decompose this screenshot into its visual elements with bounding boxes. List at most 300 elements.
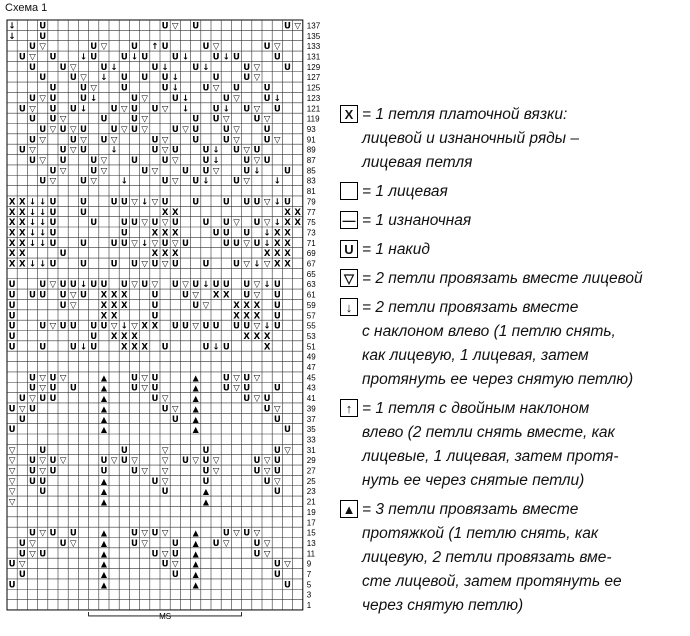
stitch-symbol: U <box>233 238 240 249</box>
stitch-symbol: U <box>222 342 230 353</box>
stitch-symbol: U <box>182 166 189 177</box>
stitch-symbol: ▽ <box>253 156 261 167</box>
stitch-symbol: ▽ <box>161 394 169 405</box>
stitch-symbol: U <box>29 404 36 415</box>
stitch-symbol: ▽ <box>233 218 240 229</box>
stitch-symbol: U <box>131 466 138 477</box>
stitch-symbol: U <box>233 145 240 156</box>
stitch-symbol: U <box>49 104 57 115</box>
stitch-symbol: ▽ <box>141 373 148 384</box>
stitch-symbol: ↓ <box>141 238 149 249</box>
stitch-symbol: U <box>18 104 26 115</box>
stitch-symbol: ▽ <box>39 466 46 477</box>
stitch-symbol: ▽ <box>253 62 261 73</box>
stitch-symbol: U <box>192 135 200 146</box>
stitch-symbol: ▽ <box>253 373 261 384</box>
row-label: 7 <box>306 570 312 580</box>
stitch-symbol: ↓ <box>39 238 47 249</box>
stitch-symbol: ▽ <box>172 176 179 187</box>
stitch-symbol: ▽ <box>274 42 281 53</box>
stitch-symbol: U <box>263 83 271 94</box>
stitch-symbol: ▽ <box>141 218 148 229</box>
row-label: 85 <box>306 166 316 176</box>
stitch-symbol: U <box>18 414 26 425</box>
stitch-symbol: ▽ <box>161 445 169 456</box>
stitch-symbol: ▽ <box>70 62 77 73</box>
stitch-symbol: U <box>222 218 230 229</box>
stitch-symbol: U <box>90 166 98 177</box>
stitch-symbol: U <box>39 549 47 560</box>
stitch-symbol: ↓ <box>90 93 98 104</box>
stitch-symbol: ▽ <box>131 280 138 291</box>
row-label: 91 <box>306 135 316 145</box>
stitch-symbol: U <box>171 259 179 270</box>
stitch-symbol: U <box>243 280 251 291</box>
stitch-symbol: U <box>80 93 87 104</box>
stitch-symbol: ▽ <box>192 456 199 467</box>
stitch-symbol: ▽ <box>243 238 250 249</box>
stitch-symbol: U <box>263 42 271 53</box>
row-label: 61 <box>306 290 316 300</box>
row-label: 1 <box>306 601 312 611</box>
stitch-symbol: U <box>171 280 179 291</box>
stitch-symbol: ▲ <box>192 559 199 569</box>
stitch-symbol: ▽ <box>233 124 240 135</box>
stitch-symbol: ↓ <box>28 218 37 229</box>
stitch-symbol: ↓ <box>28 197 37 208</box>
stitch-symbol: ↓ <box>130 52 139 63</box>
stitch-symbol: U <box>80 176 87 187</box>
stitch-symbol: ▽ <box>212 166 220 177</box>
stitch-symbol: X <box>151 321 159 332</box>
row-label: 131 <box>306 52 321 62</box>
stitch-symbol: U <box>171 93 179 104</box>
stitch-symbol: ▽ <box>8 476 16 487</box>
row-label: 27 <box>306 466 316 476</box>
stitch-symbol: U <box>243 73 251 84</box>
stitch-symbol: ▲ <box>100 549 107 559</box>
stitch-symbol: U <box>151 218 159 229</box>
stitch-symbol: ↓ <box>273 218 281 229</box>
stitch-symbol: ↓ <box>79 342 88 353</box>
stitch-symbol: X <box>284 238 291 249</box>
stitch-symbol: U <box>273 456 281 467</box>
stitch-symbol: ▽ <box>161 456 169 467</box>
stitch-symbol: U <box>69 104 77 115</box>
stitch-symbol: ▲ <box>100 570 107 580</box>
stitch-symbol: U <box>243 228 251 239</box>
stitch-symbol: ▲ <box>100 580 107 590</box>
stitch-symbol: U <box>151 373 159 384</box>
stitch-symbol: U <box>171 538 179 549</box>
stitch-symbol: U <box>69 528 77 539</box>
stitch-symbol: ▲ <box>100 528 107 538</box>
stitch-symbol: U <box>80 238 87 249</box>
stitch-symbol: U <box>39 21 47 32</box>
stitch-symbol: ↓ <box>100 73 108 84</box>
stitch-symbol: ↓ <box>181 104 190 115</box>
stitch-symbol: X <box>110 290 118 301</box>
stitch-symbol: U <box>120 218 128 229</box>
stitch-symbol: U <box>212 104 220 115</box>
stitch-symbol: U <box>131 383 138 394</box>
stitch-symbol: ▽ <box>80 73 87 84</box>
stitch-symbol: ▽ <box>110 456 118 467</box>
row-label: 17 <box>306 518 316 528</box>
stitch-symbol: U <box>151 394 159 405</box>
stitch-symbol: ↓ <box>39 207 47 218</box>
stitch-symbol: ↓ <box>181 93 190 104</box>
stitch-symbol: U <box>100 280 108 291</box>
stitch-symbol: ↓ <box>39 197 47 208</box>
stitch-symbol: ▽ <box>49 176 57 187</box>
stitch-symbol: U <box>273 559 281 570</box>
stitch-symbol: U <box>120 228 128 239</box>
stitch-symbol: ▽ <box>29 394 36 405</box>
stitch-symbol: U <box>161 176 169 187</box>
stitch-symbol: ▽ <box>70 124 77 135</box>
stitch-symbol: U <box>151 476 159 487</box>
stitch-symbol: U <box>59 300 67 311</box>
row-label: 11 <box>306 549 316 559</box>
stitch-symbol: X <box>212 290 220 301</box>
stitch-symbol: ↓ <box>273 176 281 187</box>
stitch-symbol: U <box>49 197 57 208</box>
stitch-symbol: ▽ <box>8 487 16 498</box>
stitch-symbol: U <box>222 383 230 394</box>
stitch-symbol: ▽ <box>141 124 148 135</box>
stitch-symbol: X <box>161 207 169 218</box>
stitch-symbol: ▽ <box>29 145 36 156</box>
row-label: 51 <box>306 342 316 352</box>
stitch-symbol: X <box>141 342 148 353</box>
stitch-symbol: ↓ <box>28 238 37 249</box>
stitch-symbol: ▽ <box>161 104 169 115</box>
stitch-symbol: ▽ <box>263 218 271 229</box>
stitch-symbol: ▽ <box>284 445 291 456</box>
stitch-symbol: U <box>80 290 87 301</box>
stitch-symbol: ▽ <box>284 559 291 570</box>
stitch-symbol: U <box>202 342 210 353</box>
stitch-symbol: U <box>243 528 251 539</box>
stitch-symbol: X <box>294 207 301 218</box>
legend-text: = 2 петли провязать вместе лицевой <box>362 270 643 287</box>
stitch-symbol: U <box>120 238 128 249</box>
row-label: 43 <box>306 383 316 393</box>
stitch-symbol: U <box>171 321 179 332</box>
stitch-symbol: U <box>131 259 138 270</box>
stitch-symbol: X <box>121 342 128 353</box>
stitch-symbol: ▽ <box>8 456 16 467</box>
stitch-symbol: U <box>49 228 57 239</box>
stitch-symbol: ▽ <box>151 197 159 208</box>
row-label: 39 <box>306 404 316 414</box>
stitch-symbol: ▲ <box>100 383 107 393</box>
stitch-symbol: U <box>273 445 281 456</box>
stitch-symbol: ▽ <box>182 124 189 135</box>
stitch-symbol: U <box>202 83 210 94</box>
stitch-symbol: U <box>151 383 159 394</box>
stitch-symbol: X <box>110 311 118 322</box>
stitch-symbol: U <box>273 321 281 332</box>
stitch-symbol: U <box>69 342 77 353</box>
stitch-symbol: ▽ <box>243 176 250 187</box>
stitch-symbol: U <box>141 52 149 63</box>
stitch-symbol: ▽ <box>161 218 169 229</box>
legend-item <box>340 180 690 204</box>
stitch-symbol: U <box>263 156 271 167</box>
stitch-symbol: U <box>161 342 169 353</box>
stitch-symbol: ▽ <box>263 259 271 270</box>
stitch-symbol: U <box>263 404 271 415</box>
stitch-symbol: ▽ <box>243 145 250 156</box>
stitch-symbol: ▽ <box>141 114 148 125</box>
stitch-symbol: ▽ <box>233 135 240 146</box>
repeat-label: MS <box>159 611 172 621</box>
stitch-symbol: U <box>18 52 26 63</box>
stitch-symbol: ↓ <box>263 321 271 332</box>
stitch-symbol: U <box>202 259 210 270</box>
stitch-symbol: U <box>243 166 251 177</box>
stitch-symbol: U <box>273 487 281 498</box>
stitch-symbol: ▽ <box>39 42 46 53</box>
row-label: 121 <box>306 104 321 114</box>
stitch-symbol: X <box>100 311 108 322</box>
stitch-symbol: U <box>90 331 98 342</box>
row-label: 65 <box>306 269 316 279</box>
stitch-symbol: X <box>294 218 301 229</box>
stitch-symbol: U <box>263 476 271 487</box>
stitch-symbol: X <box>8 197 16 208</box>
stitch-symbol: U <box>161 83 169 94</box>
stitch-symbol: ▽ <box>59 456 67 467</box>
stitch-symbol: U <box>29 42 36 53</box>
stitch-symbol: X <box>141 321 148 332</box>
stitch-symbol: X <box>121 290 128 301</box>
stitch-symbol: U <box>8 342 16 353</box>
stitch-symbol: U <box>120 456 128 467</box>
stitch-symbol: ▽ <box>29 538 36 549</box>
stitch-symbol: U <box>192 197 200 208</box>
stitch-symbol: ▽ <box>161 549 169 560</box>
stitch-symbol: X <box>100 300 108 311</box>
stitch-symbol: U <box>243 373 251 384</box>
stitch-symbol: U <box>39 487 47 498</box>
stitch-symbol: X <box>284 249 291 260</box>
stitch-symbol: ▽ <box>274 135 281 146</box>
stitch-symbol: U <box>182 290 189 301</box>
stitch-symbol: ▽ <box>121 124 128 135</box>
stitch-symbol: X <box>100 290 108 301</box>
stitch-symbol: U <box>131 93 138 104</box>
row-label: 127 <box>306 73 321 83</box>
stitch-symbol: ▲ <box>100 425 107 435</box>
stitch-symbol: U <box>49 218 57 229</box>
stitch-symbol: ▽ <box>29 52 36 63</box>
stitch-symbol: U <box>39 124 47 135</box>
stitch-symbol: X <box>19 218 26 229</box>
stitch-symbol: U <box>253 238 261 249</box>
stitch-symbol: U <box>253 218 261 229</box>
stitch-symbol: X <box>19 238 26 249</box>
stitch-symbol: U <box>212 280 220 291</box>
stitch-symbol: U <box>90 280 98 291</box>
stitch-symbol: U <box>69 280 77 291</box>
row-label: 29 <box>306 456 316 466</box>
stitch-symbol: U <box>110 104 118 115</box>
stitch-symbol: ▽ <box>131 321 138 332</box>
row-label: 67 <box>306 259 316 269</box>
stitch-symbol: ▽ <box>253 290 261 301</box>
stitch-symbol: U <box>151 259 159 270</box>
stitch-symbol: U <box>243 62 251 73</box>
legend-text: = 2 петли провязать вместе с наклоном влево (1 петлю снять, как лицевую, 1 лицевая, затем протянуть ее через снятую петлю) <box>362 299 634 388</box>
stitch-symbol: ▲ <box>100 414 107 424</box>
stitch-symbol: U <box>151 145 159 156</box>
stitch-symbol: ↓ <box>273 93 281 104</box>
row-label: 77 <box>306 207 316 217</box>
legend-text: = 1 изнаночная <box>362 212 472 229</box>
stitch-symbol: ▽ <box>141 383 148 394</box>
stitch-symbol: U <box>80 197 87 208</box>
stitch-symbol: X <box>284 207 291 218</box>
stitch-symbol: U <box>161 156 169 167</box>
row-label: 93 <box>306 124 316 134</box>
stitch-symbol: U <box>80 124 87 135</box>
row-label: 49 <box>306 352 316 362</box>
stitch-symbol: U <box>243 383 251 394</box>
stitch-symbol: U <box>100 456 108 467</box>
stitch-symbol: U <box>120 445 128 456</box>
stitch-symbol: ↓ <box>28 259 37 270</box>
row-label: 119 <box>306 114 320 124</box>
legend-item <box>340 103 690 175</box>
stitch-symbol: ▽ <box>202 300 210 311</box>
chart-title: Схема 1 <box>5 2 48 14</box>
stitch-symbol: U <box>212 321 220 332</box>
row-label: 41 <box>306 394 316 404</box>
stitch-symbol: U <box>243 197 251 208</box>
stitch-symbol: ▽ <box>39 373 46 384</box>
stitch-symbol: U <box>263 135 271 146</box>
stitch-symbol: U <box>18 394 26 405</box>
stitch-symbol: U <box>8 331 16 342</box>
stitch-symbol: ▲ <box>100 394 107 404</box>
stitch-symbol: ↓ <box>79 280 88 291</box>
stitch-symbol: ▲ <box>192 570 199 580</box>
stitch-symbol: X <box>274 228 281 239</box>
legend <box>340 103 690 623</box>
stitch-symbol: ▽ <box>80 135 87 146</box>
stitch-symbol: ▽ <box>161 145 169 156</box>
stitch-symbol: U <box>284 197 291 208</box>
stitch-symbol: U <box>273 52 281 63</box>
stitch-symbol: ▽ <box>161 466 169 477</box>
stitch-symbol: ▲ <box>192 528 199 538</box>
stitch-symbol: X <box>131 331 138 342</box>
row-label: 45 <box>306 373 316 383</box>
stitch-symbol: ↓ <box>212 145 220 156</box>
stitch-symbol: U <box>222 93 230 104</box>
legend-symbol: ↓ <box>340 298 358 316</box>
stitch-symbol: U <box>273 104 281 115</box>
stitch-symbol: ↓ <box>212 156 220 167</box>
stitch-symbol: U <box>59 321 67 332</box>
stitch-symbol: U <box>49 207 57 218</box>
stitch-symbol: U <box>49 456 57 467</box>
legend-text: = 1 накид <box>362 241 430 258</box>
stitch-symbol: U <box>69 73 77 84</box>
stitch-symbol: U <box>29 156 36 167</box>
stitch-symbol: U <box>8 300 16 311</box>
stitch-symbol: U <box>192 280 200 291</box>
stitch-symbol: ▽ <box>100 156 108 167</box>
stitch-symbol: U <box>161 487 169 498</box>
stitch-symbol: U <box>253 456 261 467</box>
row-label: 13 <box>306 538 316 548</box>
stitch-symbol: U <box>8 404 16 415</box>
row-label: 123 <box>306 93 321 103</box>
stitch-symbol: ▽ <box>263 466 271 477</box>
legend-item <box>340 296 690 392</box>
stitch-symbol: U <box>212 228 220 239</box>
stitch-symbol: ▽ <box>223 114 230 125</box>
row-label: 53 <box>306 331 316 341</box>
row-label: 19 <box>306 507 316 517</box>
stitch-symbol: U <box>202 42 210 53</box>
stitch-symbol: ▽ <box>212 456 220 467</box>
stitch-symbol: U <box>243 290 251 301</box>
stitch-symbol: U <box>29 114 36 125</box>
row-label: 55 <box>306 321 316 331</box>
stitch-symbol: ▽ <box>212 83 220 94</box>
stitch-symbol: U <box>49 238 57 249</box>
row-label: 37 <box>306 414 316 424</box>
stitch-symbol: U <box>8 311 16 322</box>
stitch-symbol: ▽ <box>263 197 271 208</box>
stitch-symbol: ▲ <box>192 414 199 424</box>
stitch-symbol: ↓ <box>161 62 169 73</box>
stitch-symbol: U <box>59 290 67 301</box>
stitch-symbol: U <box>131 42 138 53</box>
stitch-symbol: ▲ <box>100 538 107 548</box>
row-label: 5 <box>306 580 312 590</box>
stitch-symbol: ↓ <box>120 176 128 187</box>
stitch-symbol: ▽ <box>253 528 261 539</box>
stitch-symbol: ↓ <box>110 62 118 73</box>
stitch-symbol: X <box>284 259 291 270</box>
stitch-symbol: U <box>151 290 159 301</box>
stitch-symbol: U <box>161 21 169 32</box>
stitch-symbol: ▽ <box>70 145 77 156</box>
stitch-symbol: ▲ <box>100 373 107 383</box>
stitch-symbol: U <box>202 321 210 332</box>
stitch-symbol: ▲ <box>192 394 199 404</box>
stitch-symbol: ▽ <box>243 259 250 270</box>
stitch-symbol: U <box>222 228 230 239</box>
stitch-symbol: U <box>273 300 281 311</box>
stitch-symbol: U <box>273 466 281 477</box>
legend-symbol: U <box>340 240 358 258</box>
stitch-symbol: U <box>39 321 47 332</box>
stitch-symbol: ▽ <box>141 93 148 104</box>
stitch-symbol: ▽ <box>90 176 97 187</box>
stitch-symbol: U <box>39 280 47 291</box>
stitch-symbol: U <box>49 52 57 63</box>
stitch-symbol: U <box>110 197 118 208</box>
stitch-symbol: ▲ <box>202 497 209 507</box>
stitch-symbol: U <box>120 280 128 291</box>
